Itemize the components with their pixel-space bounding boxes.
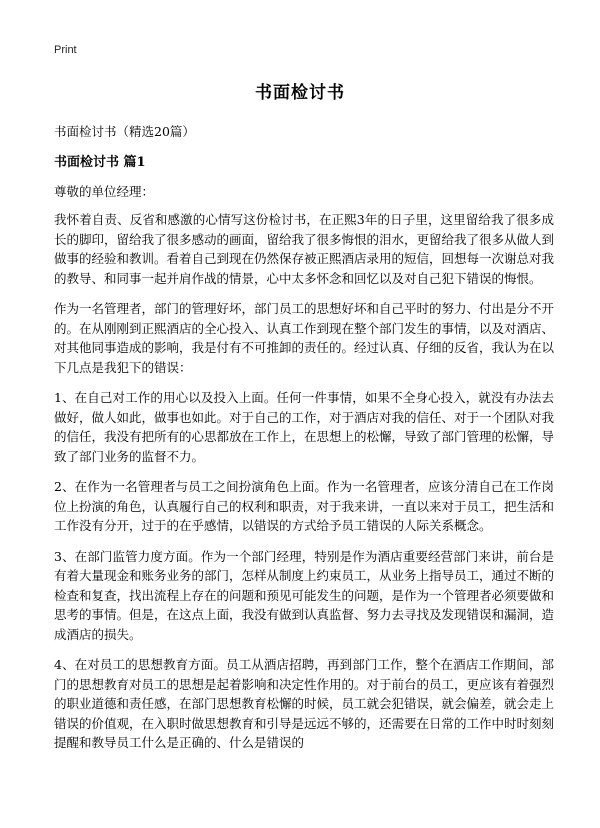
body-paragraph: 3、在部门监管力度方面。作为一个部门经理，特别是作为酒店重要经营部门来讲，前台是有着大量现金和账务业务的部门，怎样从制度上约束员工，从业务上指导员工，通过不断的检查和复查，找出流程上存在的问题和预见可能发生的问题，是作为一个管理者必须要做和思考的事情。但是，在这点上面，我没有做到认真监督、努力去寻找及发现错误和漏洞，造成酒店的损失。 [54,548,555,642]
body-paragraph: 1、在自己对工作的用心以及投入上面。任何一件事情，如果不全身心投入，就没有办法去做好，做人如此，做事也如此。对于自己的工作，对于酒店对我的信任、对于一个团队对我的信任，我没有把所有的心思都放在工作上，在思想上的松懈，导致了部门管理的松懈，导致了部门业务的监督不力。 [54,390,555,464]
document-subtitle: 书面检讨书（精选20篇） [54,124,195,139]
document-title: 书面检讨书 [255,83,345,103]
greeting-line: 尊敬的单位经理： [54,184,155,199]
section-heading: 书面检讨书 篇1 [54,155,146,170]
body-paragraph: 作为一名管理者，部门的管理好坏，部门员工的思想好坏和自己平时的努力、付出是分不开的。在从刚刚到正熙酒店的全心投入、认真工作到现在整个部门发生的事情，以及对酒店、对其他同事造成的影响，我是付有不可推卸的责任的。经过认真、仔细的反省，我认为在以下几点是我犯下的错误： [54,301,555,375]
body-paragraph: 4、在对员工的思想教育方面。员工从酒店招聘，再到部门工作，整个在酒店工作期间，部门的思想教育对员工的思想是起着影响和决定性作用的。对于前台的员工，更应该有着强烈的职业道德和责任感，在部门思想教育松懈的时候，员工就会犯错误，就会偏差，就会走上错误的价值观，在入职时做思想教育和引导是远远不够的，还需要在日常的工作中时时刻刻提醒和教导员工什么是正确的、什么是错误的 [54,657,555,750]
document-body [54,210,554,764]
print-label: Print [54,44,77,56]
body-paragraph: 我怀着自责、反省和感激的心情写这份检讨书，在正熙3年的日子里，这里留给我了很多成长的脚印，留给我了很多感动的画面，留给我了很多悔恨的泪水，更留给我了很多从做人到做事的经验和教训。看着自己到现在仍然保存被正熙酒店录用的短信，回想每一次谢总对我的教导、和同事一起并肩作战的情景，心中太多怀念和回忆以及对自己犯下错误的悔恨。 [54,212,555,286]
body-paragraph: 2、在作为一名管理者与员工之间扮演角色上面。作为一名管理者，应该分清自己在工作岗位上扮演的角色，认真履行自己的权利和职责，对于我来讲，一直以来对于员工，把生活和工作没有分开，过于的在乎感情，以错误的方式给予员工错误的人际关系概念。 [54,479,555,533]
